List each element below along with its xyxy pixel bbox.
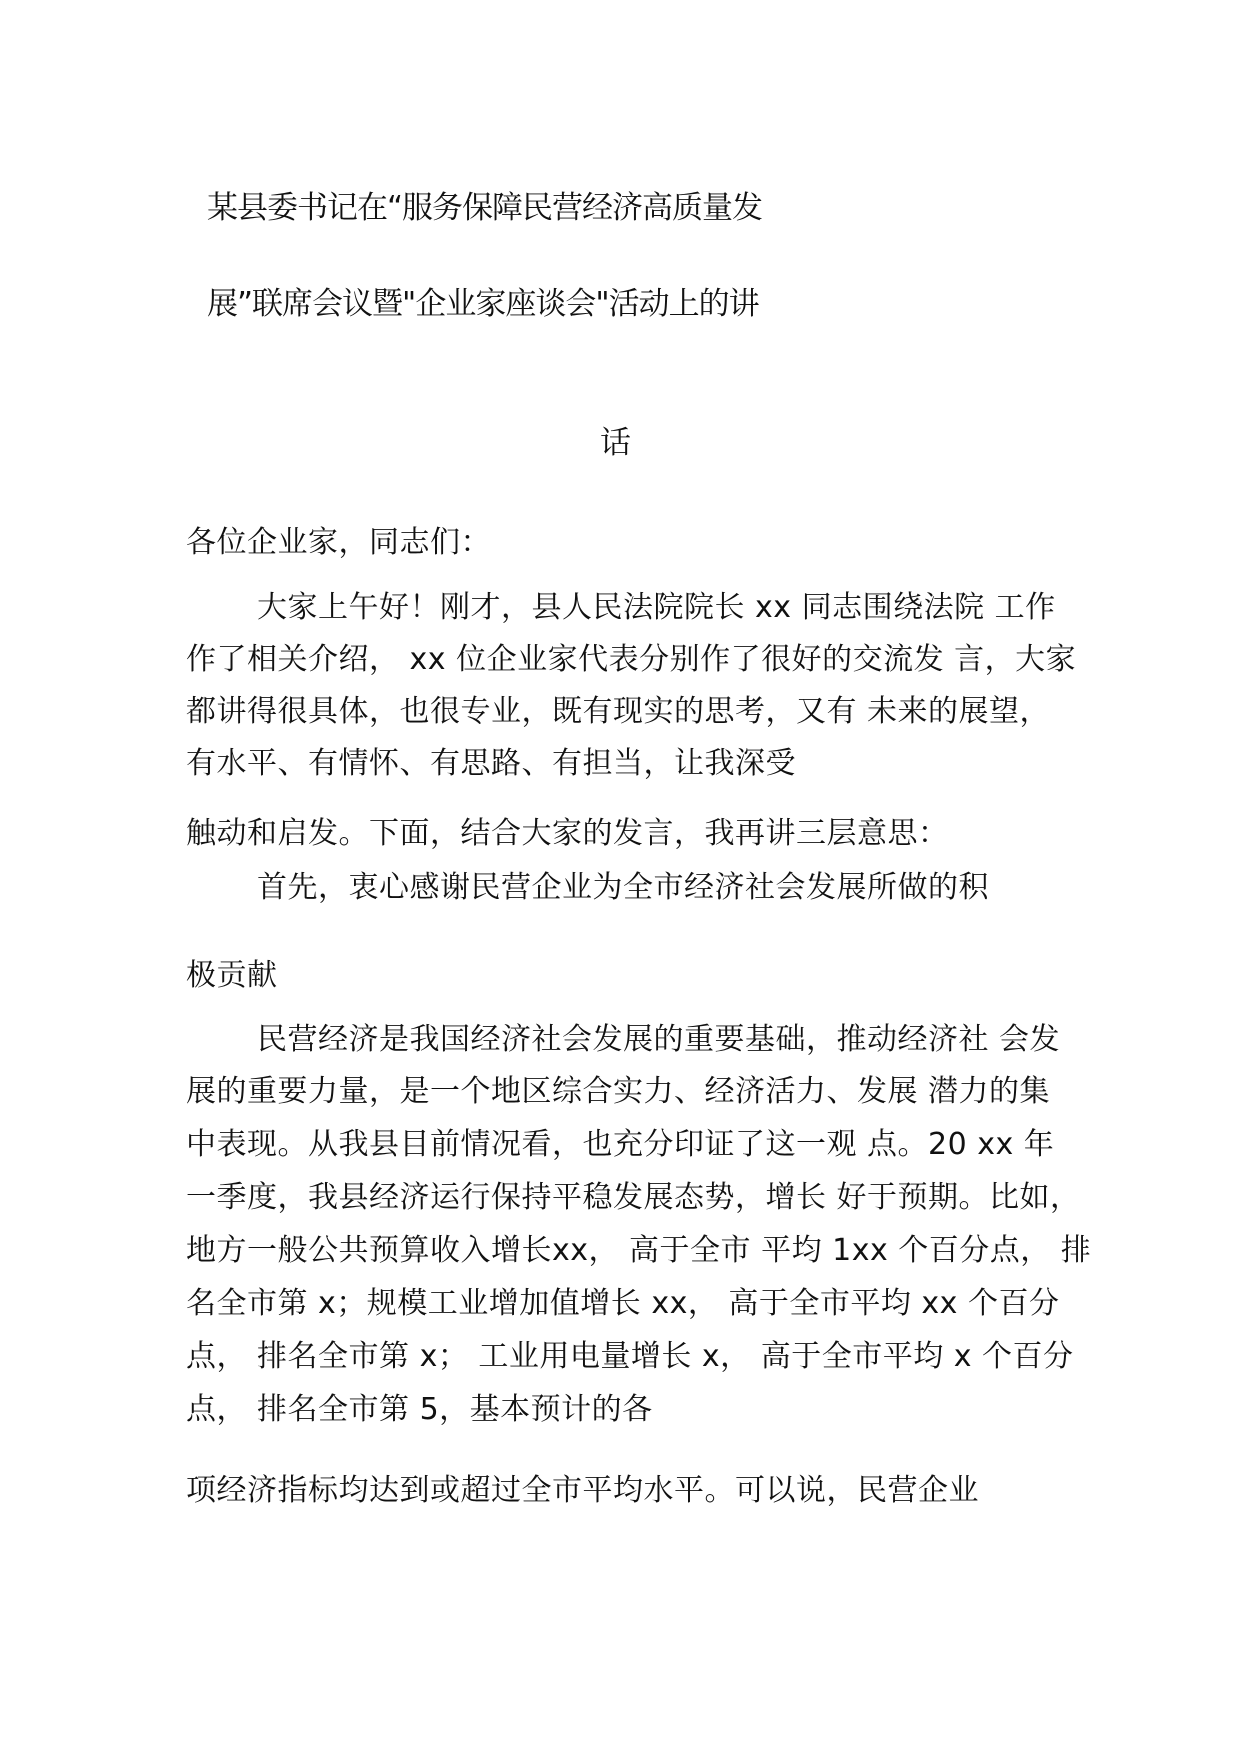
body-line: 中表现。从我县目前情况看，也充分印证了这一观 点。20 xx 年 (186, 1127, 1055, 1162)
document-title-line-3: 话 (600, 425, 630, 461)
body-line: 大家上午好！刚才，县人民法院院长 xx 同志围绕法院 工作 (257, 590, 1056, 625)
section-heading-continued: 极贡献 (186, 958, 278, 993)
body-line: 作了相关介绍， xx 位企业家代表分别作了很好的交流发 言，大家 (186, 642, 1077, 677)
body-line: 民营经济是我国经济社会发展的重要基础，推动经济社 会发 (257, 1022, 1061, 1057)
body-line: 一季度，我县经济运行保持平稳发展态势，增长 好于预期。比如， (186, 1180, 1081, 1215)
body-line: 名全市第 x；规模工业增加值增长 xx， 高于全市平均 xx 个百分 (186, 1286, 1060, 1321)
body-line: 都讲得很具体，也很专业，既有现实的思考，又有 未来的展望， (186, 694, 1051, 729)
body-line: 点， 排名全市第 5，基本预计的各 (186, 1392, 653, 1427)
section-heading: 首先，衷心感谢民营企业为全市经济社会发展所做的积 (257, 870, 989, 905)
salutation: 各位企业家，同志们： (186, 525, 491, 560)
document-title-line-2: 展”联席会议暨"企业家座谈会"活动上的讲 (207, 286, 759, 322)
body-line: 点， 排名全市第 x； 工业用电量增长 x， 高于全市平均 x 个百分 (186, 1339, 1074, 1374)
body-line: 展的重要力量，是一个地区综合实力、经济活力、发展 潜力的集 (186, 1074, 1051, 1109)
document-title-line-1: 某县委书记在“服务保障民营经济高质量发 (207, 190, 763, 226)
body-line: 地方一般公共预算收入增长xx， 高于全市 平均 1xx 个百分点， 排 (186, 1233, 1092, 1268)
body-line: 有水平、有情怀、有思路、有担当，让我深受 (186, 746, 796, 781)
body-line: 触动和启发。下面，结合大家的发言，我再讲三层意思： (186, 816, 949, 851)
body-line: 项经济指标均达到或超过全市平均水平。可以说，民营企业 (186, 1473, 979, 1508)
